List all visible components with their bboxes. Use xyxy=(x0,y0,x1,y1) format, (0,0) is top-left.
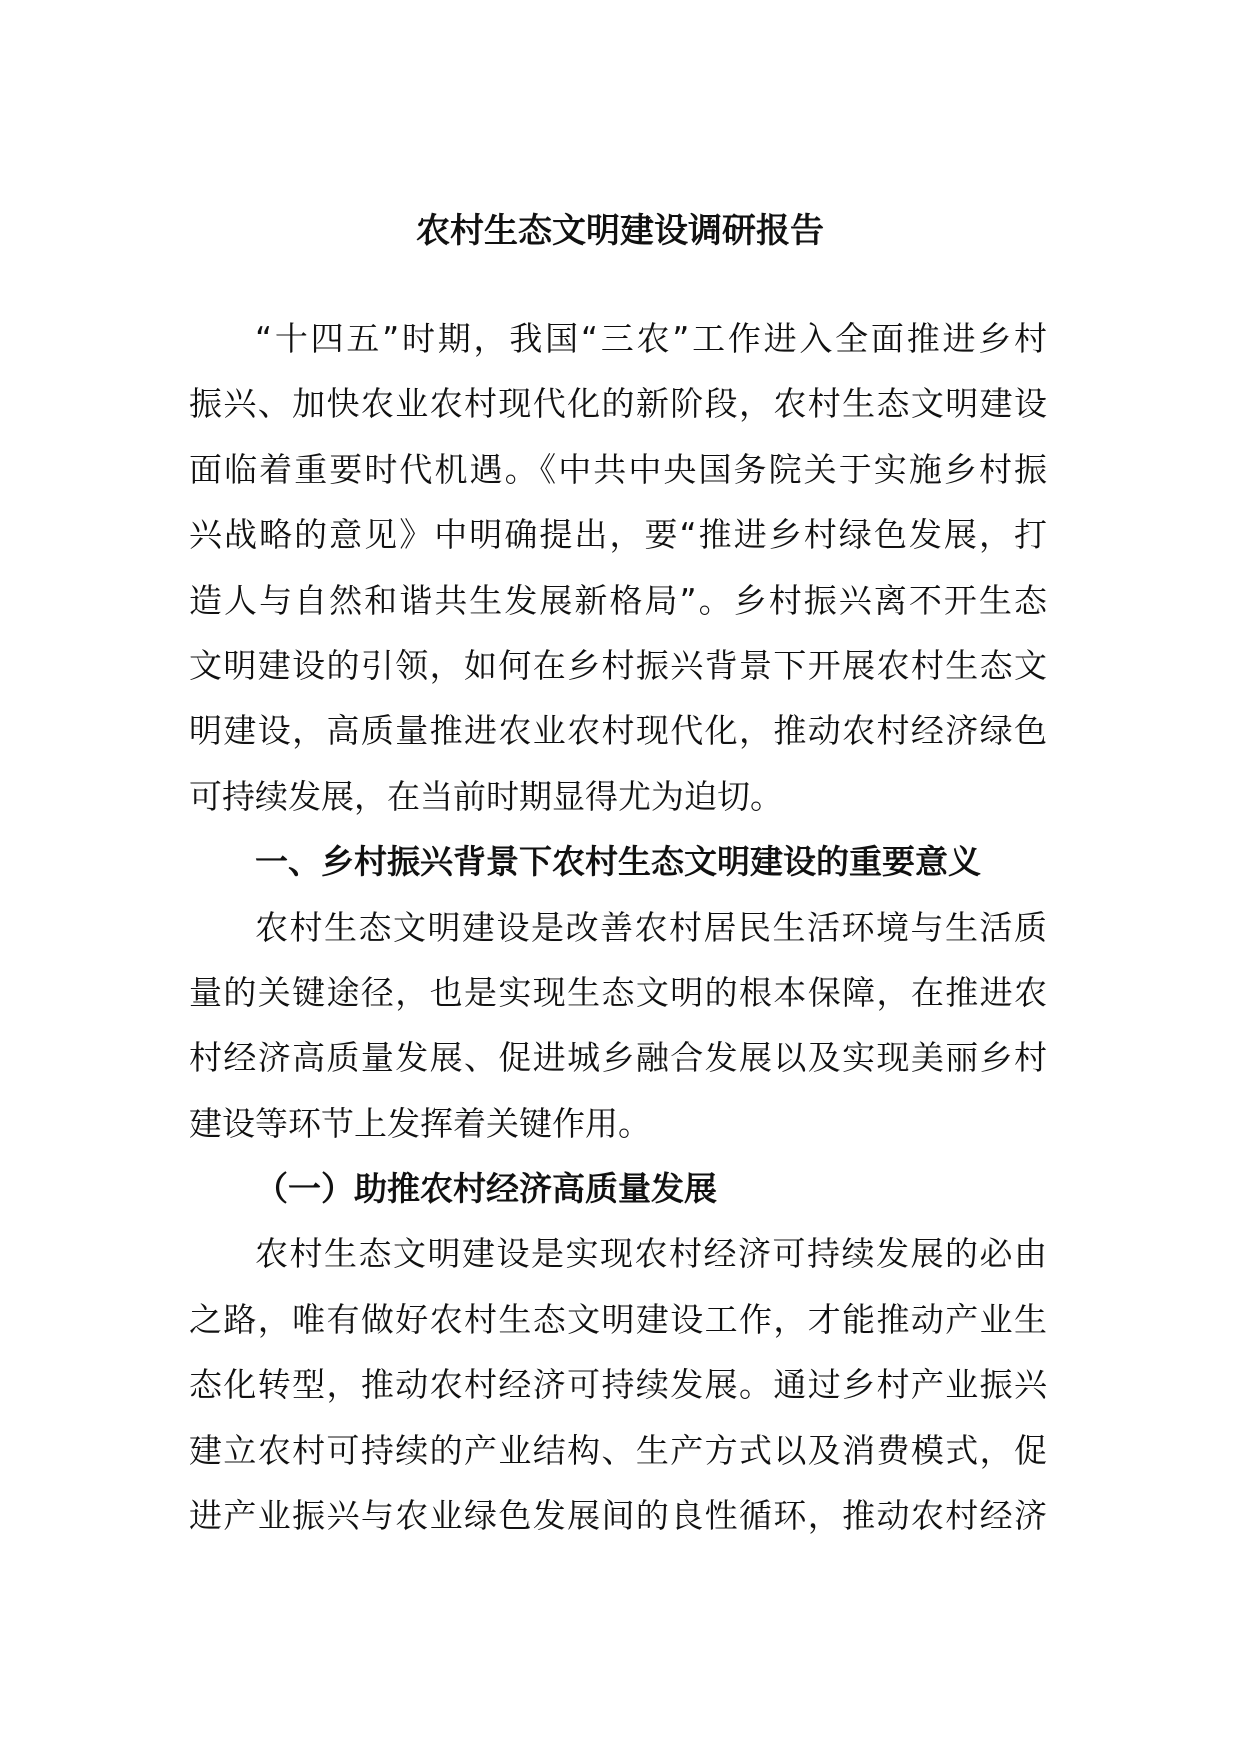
paragraph-line: 文明建设的引领，如何在乡村振兴背景下开展农村生态文 xyxy=(189,645,1047,685)
document-title: 农村生态文明建设调研报告 xyxy=(416,211,824,251)
paragraph-line: 量的关键途径，也是实现生态文明的根本保障，在推进农 xyxy=(189,972,1047,1012)
paragraph-line: 农村生态文明建设是改善农村居民生活环境与生活质 xyxy=(255,907,1047,947)
paragraph-line: 明建设，高质量推进农业农村现代化，推动农村经济绿色 xyxy=(189,711,1047,751)
paragraph-line: 面临着重要时代机遇。《中共中央国务院关于实施乡村振 xyxy=(189,449,1047,489)
paragraph-line: 造人与自然和谐共生发展新格局”。乡村振兴离不开生态 xyxy=(189,580,1047,620)
paragraph-line: 建立农村可持续的产业结构、生产方式以及消费模式，促 xyxy=(189,1430,1047,1470)
paragraph-line: 之路，唯有做好农村生态文明建设工作，才能推动产业生 xyxy=(189,1299,1047,1339)
paragraph-line: 村经济高质量发展、促进城乡融合发展以及实现美丽乡村 xyxy=(189,1038,1047,1078)
paragraph-line: 可持续发展，在当前时期显得尤为迫切。 xyxy=(189,776,783,816)
section-heading: （一）助推农村经济高质量发展 xyxy=(255,1169,717,1209)
paragraph-line: 振兴、加快农业农村现代化的新阶段，农村生态文明建设 xyxy=(189,384,1047,424)
paragraph-line: 建设等环节上发挥着关键作用。 xyxy=(189,1103,651,1143)
paragraph-line: “十四五”时期，我国“三农”工作进入全面推进乡村 xyxy=(255,319,1047,358)
paragraph-line: 兴战略的意见》中明确提出，要“推进乡村绿色发展，打 xyxy=(189,515,1047,555)
document-body xyxy=(189,306,1047,1548)
paragraph-line: 农村生态文明建设是实现农村经济可持续发展的必由 xyxy=(255,1234,1047,1274)
paragraph-line: 进产业振兴与农业绿色发展间的良性循环，推动农村经济 xyxy=(189,1496,1047,1536)
paragraph-line: 态化转型，推动农村经济可持续发展。通过乡村产业振兴 xyxy=(189,1365,1047,1405)
section-heading: 一、乡村振兴背景下农村生态文明建设的重要意义 xyxy=(255,842,981,882)
